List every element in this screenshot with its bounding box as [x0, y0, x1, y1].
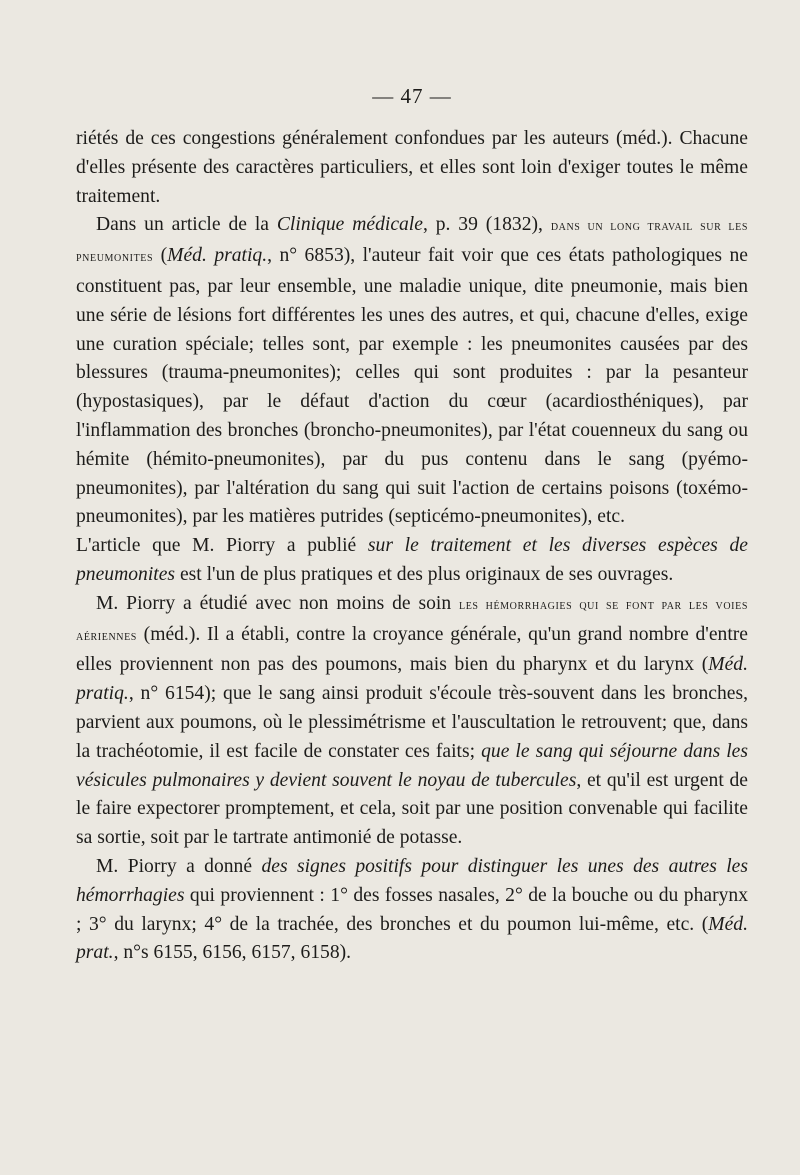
text-segment: qui proviennent : 1° des fosses nasales, 2° de la bouche ou du pharynx ; 3° du larynx; 4° de la trachée, des bronches et du poumon lui-même, etc. (: [76, 884, 748, 935]
paragraph-p4: [76, 590, 748, 853]
text-segment: , n° 6853), l'auteur fait voir que ces états pathologiques ne constituent pas, par leur ensemble, une maladie unique, dite pneumonie, mais bien une série de lésions fort différentes les unes des autres, et qui, chacune d'elles, exige une curation spéciale; telles sont, par exemple : les pneumonites causées par des blessures (trauma-pneumonites); celles qui sont produites : par la pesanteur (hypostasiques), par le défaut d'action du cœur (acardiosthéniques), par l'inflammation des bronches (broncho-pneumonites), par l'état couenneux du sang ou hémite (hémito-pneumonites), par du pus contenu dans le sang (pyémo-pneumonites), par l'altération du sang qui suit l'action de certains poisons (toxémo-pneumonites), par les matières putrides (septicémo-pneumonites), etc.: [76, 245, 748, 528]
paragraph-p3: [76, 532, 748, 590]
paragraph-p5: [76, 853, 748, 968]
text-segment: M. Piorry a donné: [96, 855, 262, 877]
text-segment: , n° 6154); que le sang ainsi produit s'écoule très-souvent dans les bronches, parvient aux poumons, où le plessimétrisme et l'auscultation le retrouvent; que, dans la trachéotomie, il est facile de constater ces faits;: [76, 683, 748, 762]
italic-text: des signes positifs pour distinguer les unes des autres les hémorrhagies: [76, 855, 748, 906]
text-segment: M. Piorry a étudié avec non moins de soin: [96, 592, 459, 614]
body-text: [76, 125, 748, 968]
page-number: — 47 —: [372, 84, 452, 108]
paragraph-p2: [76, 211, 748, 532]
text-segment: (: [153, 245, 168, 267]
italic-text: Méd. prat.: [76, 913, 748, 964]
smallcaps-text: les hémorrhagies qui se font par les voies aériennes: [76, 597, 748, 644]
text-segment: (méd.). Il a établi, contre la croyance générale, qu'un grand nombre d'entre elles proviennent non pas des poumons, mais bien du pharynx et du larynx (: [76, 623, 748, 676]
italic-text: sur le traitement et les diverses espèces de pneumonites: [76, 535, 748, 585]
text-segment: Dans un article de la: [96, 214, 277, 236]
text-segment: , et qu'il est urgent de le faire expectorer promptement, et cela, soit par une position convenable qui facilite sa sortie, soit par le tartrate antimonié de potasse.: [76, 769, 748, 849]
text-segment: , p. 39 (1832),: [422, 214, 551, 236]
italic-text: Méd. pratiq.: [76, 654, 748, 705]
text-segment: riétés de ces congestions généralement confondues par les auteurs (méd.). Chacune d'elles présente des caractères particuliers, et elles sont loin d'exiger toutes le même traitement.: [76, 128, 748, 207]
smallcaps-text: dans un long travail sur les pneumonites: [76, 219, 749, 266]
paragraph-p1: [76, 125, 748, 211]
italic-text: Méd. pratiq.: [167, 245, 268, 267]
text-segment: L'article que M. Piorry a publié: [76, 535, 368, 557]
italic-text: que le sang qui séjourne dans les vésicules pulmonaires y devient souvent le noyau de tubercules: [76, 740, 748, 791]
italic-text: Clinique médicale: [276, 214, 423, 236]
text-segment: est l'un de plus pratiques et des plus originaux de ses ouvrages.: [175, 563, 674, 585]
text-segment: , n°s 6155, 6156, 6157, 6158).: [113, 942, 352, 964]
